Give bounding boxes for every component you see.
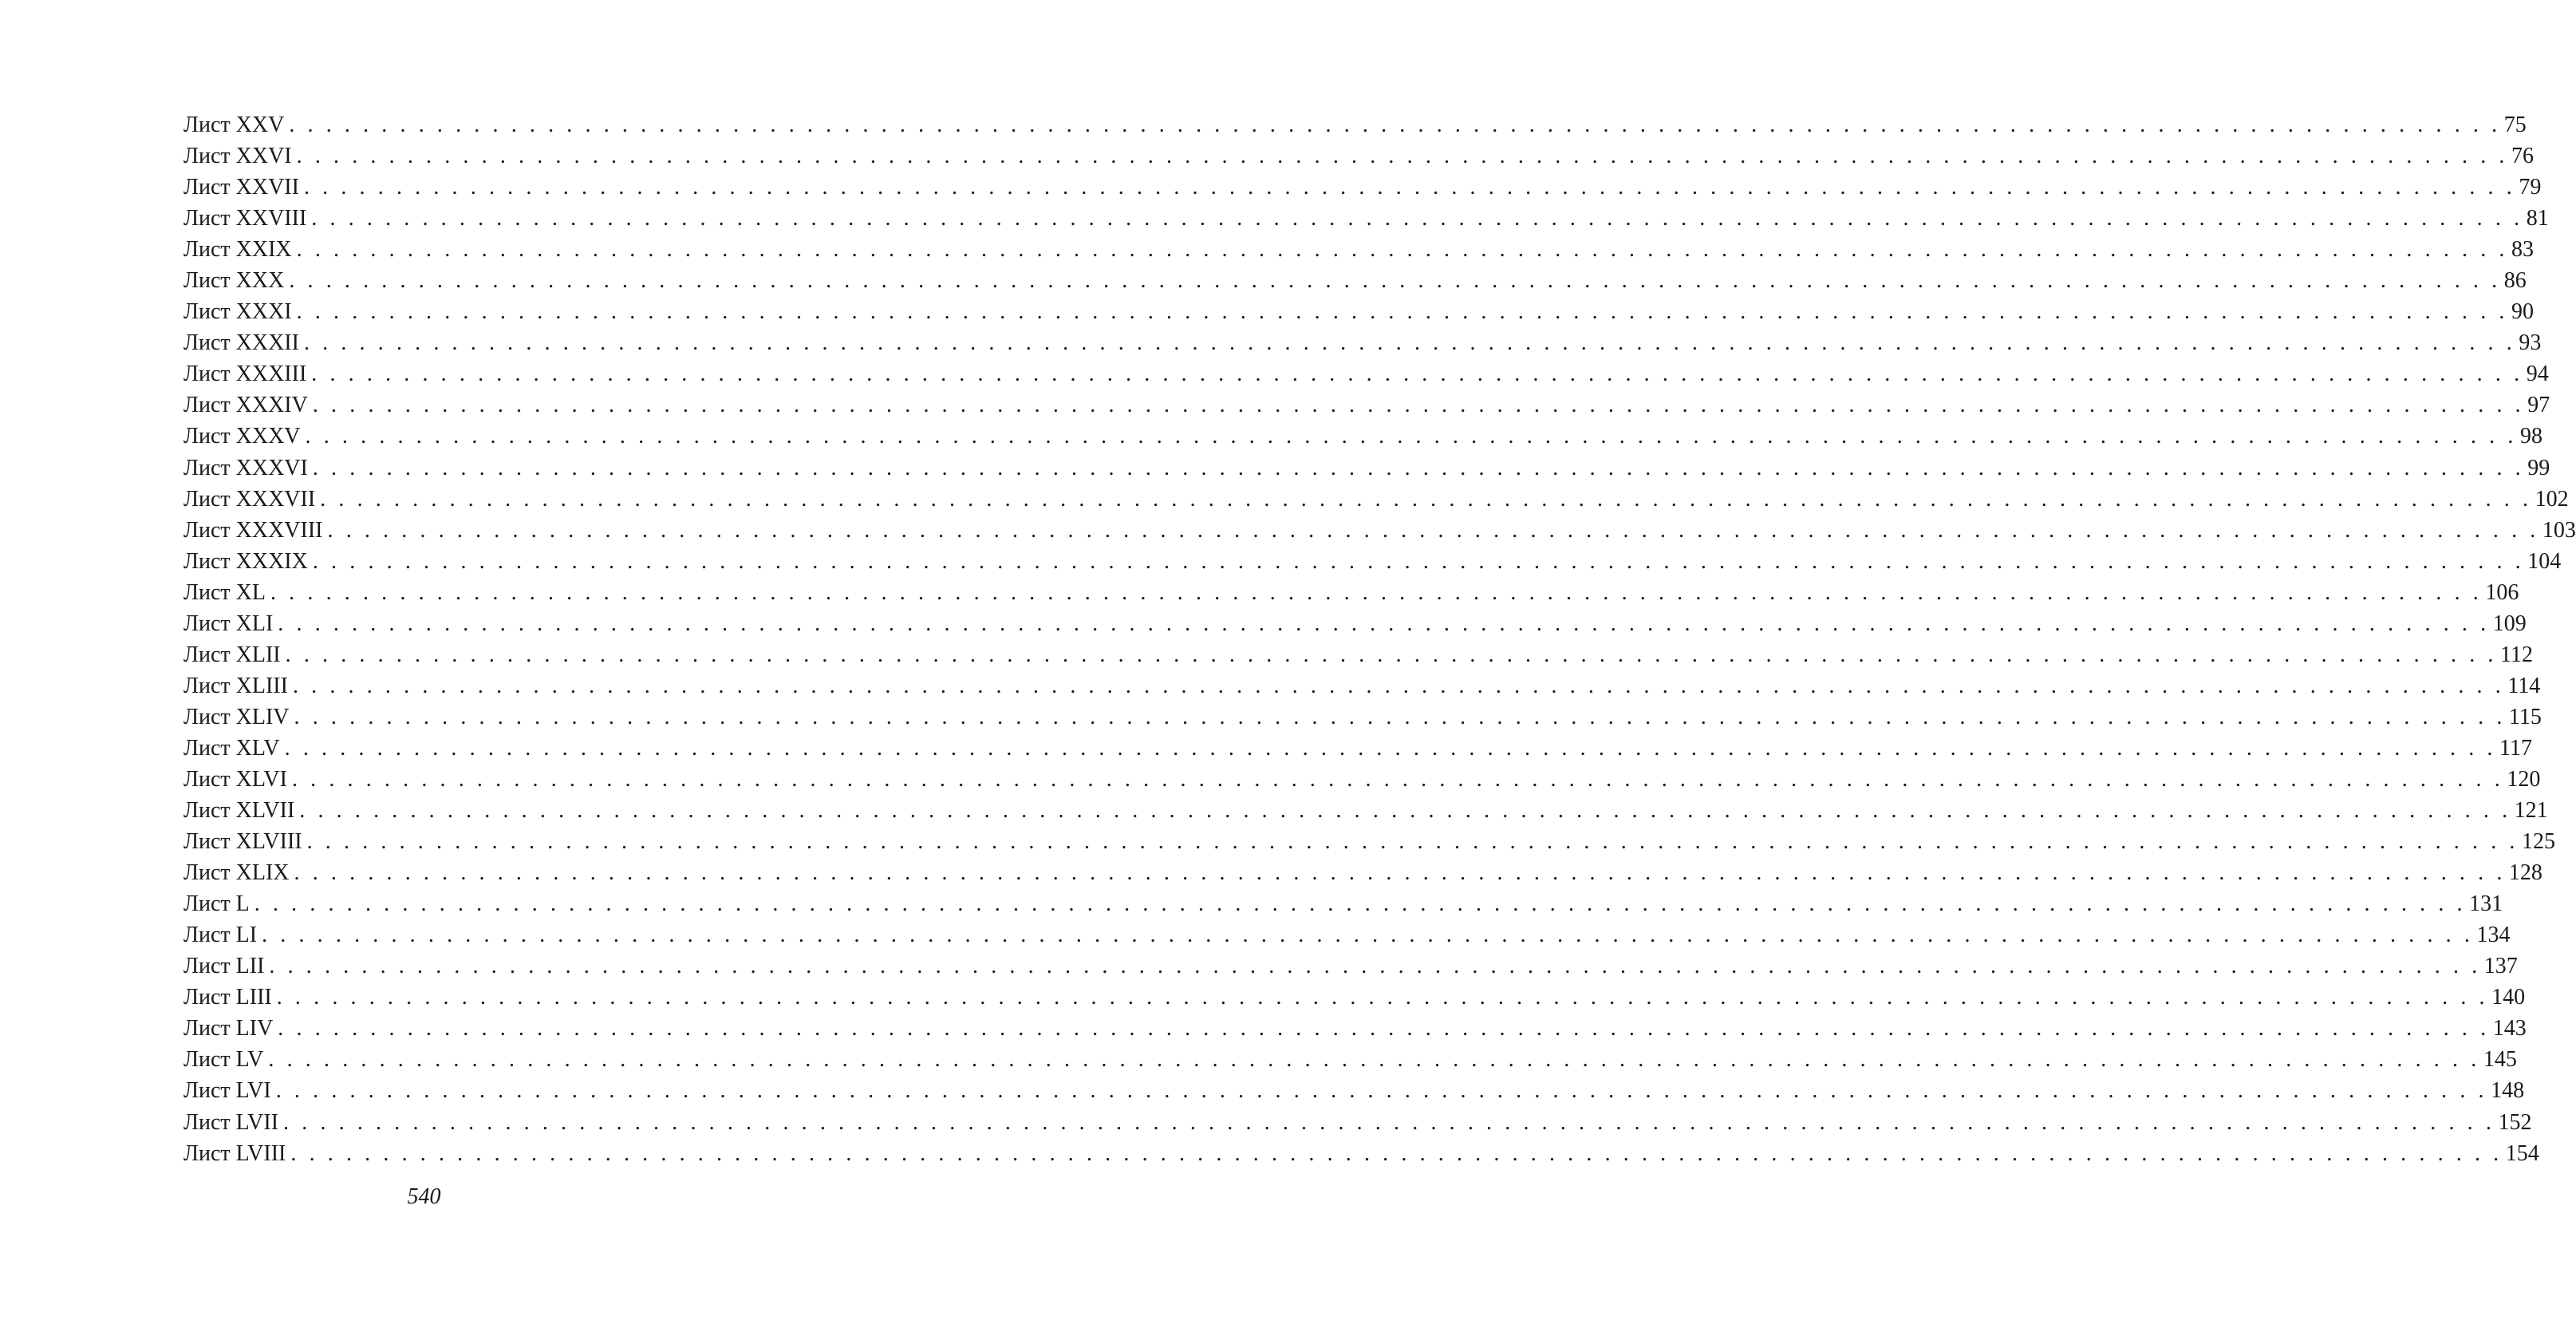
toc-entry <box>183 1075 2525 1106</box>
toc-entry-page: 143 <box>2492 1016 2527 1041</box>
toc-dot-leader: . . . . . . . . . . . . . . . . . . . . . . . . . . . . . . . . . . . . . . . . . . . . . . . . . . . . . . . . . . . . . . . . . . . . . . . . . . . . . . . . . . . . . . . . . . . . . . . . . . . . . . . . . . . . . . . . . . . . . . . . <box>269 954 2481 979</box>
toc-entry <box>183 919 2511 950</box>
toc-dot-leader: . . . . . . . . . . . . . . . . . . . . . . . . . . . . . . . . . . . . . . . . . . . . . . . . . . . . . . . . . . . . . . . . . . . . . . . . . . . . . . . . . . . . . . . . . . . . . . . . . . . . . . . . . . . . . . . . . . . . . . . . <box>311 362 2523 387</box>
toc-entry-page: 97 <box>2527 393 2550 418</box>
toc-dot-leader: . . . . . . . . . . . . . . . . . . . . . . . . . . . . . . . . . . . . . . . . . . . . . . . . . . . . . . . . . . . . . . . . . . . . . . . . . . . . . . . . . . . . . . . . . . . . . . . . . . . . . . . . . . . . . . . . . . . . . . . . <box>285 642 2498 667</box>
toc-entry <box>183 203 2549 234</box>
toc-dot-leader: . . . . . . . . . . . . . . . . . . . . . . . . . . . . . . . . . . . . . . . . . . . . . . . . . . . . . . . . . . . . . . . . . . . . . . . . . . . . . . . . . . . . . . . . . . . . . . . . . . . . . . . . . . . . . . . . . . . . . . . . <box>254 891 2467 917</box>
toc-entry-page: 103 <box>2542 517 2576 543</box>
toc-entry <box>183 639 2533 670</box>
toc-entry-page: 102 <box>2535 486 2569 512</box>
toc-entry-title: Лист XLIV <box>183 704 290 729</box>
toc-entry-page: 140 <box>2491 985 2526 1010</box>
toc-entry-title: Лист XLVIII <box>183 829 302 855</box>
toc-dot-leader: . . . . . . . . . . . . . . . . . . . . . . . . . . . . . . . . . . . . . . . . . . . . . . . . . . . . . . . . . . . . . . . . . . . . . . . . . . . . . . . . . . . . . . . . . . . . . . . . . . . . . . . . . . . . . . . . . . . . . . . . <box>305 424 2517 449</box>
toc-entry-title: Лист XXXIX <box>183 548 308 574</box>
toc-entry <box>183 950 2518 982</box>
toc-dot-leader: . . . . . . . . . . . . . . . . . . . . . . . . . . . . . . . . . . . . . . . . . . . . . . . . . . . . . . . . . . . . . . . . . . . . . . . . . . . . . . . . . . . . . . . . . . . . . . . . . . . . . . . . . . . . . . . . . . . . . . . . <box>303 330 2516 356</box>
table-of-contents <box>183 109 2576 1169</box>
toc-entry-page: 83 <box>2511 237 2535 263</box>
toc-dot-leader: . . . . . . . . . . . . . . . . . . . . . . . . . . . . . . . . . . . . . . . . . . . . . . . . . . . . . . . . . . . . . . . . . . . . . . . . . . . . . . . . . . . . . . . . . . . . . . . . . . . . . . . . . . . . . . . . . . . . . . . . <box>289 113 2501 137</box>
toc-entry-title: Лист XLVII <box>183 798 295 824</box>
toc-entry-page: 94 <box>2526 362 2549 387</box>
toc-dot-leader: . . . . . . . . . . . . . . . . . . . . . . . . . . . . . . . . . . . . . . . . . . . . . . . . . . . . . . . . . . . . . . . . . . . . . . . . . . . . . . . . . . . . . . . . . . . . . . . . . . . . . . . . . . . . . . . . . . . . . . . . <box>278 611 2490 636</box>
toc-entry-page: 131 <box>2469 891 2503 917</box>
toc-entry-title: Лист LVIII <box>183 1140 286 1166</box>
toc-dot-leader: . . . . . . . . . . . . . . . . . . . . . . . . . . . . . . . . . . . . . . . . . . . . . . . . . . . . . . . . . . . . . . . . . . . . . . . . . . . . . . . . . . . . . . . . . . . . . . . . . . . . . . . . . . . . . . . . . . . . . . . . <box>299 798 2511 824</box>
toc-entry-title: Лист XXVII <box>183 175 299 200</box>
toc-dot-leader: . . . . . . . . . . . . . . . . . . . . . . . . . . . . . . . . . . . . . . . . . . . . . . . . . . . . . . . . . . . . . . . . . . . . . . . . . . . . . . . . . . . . . . . . . . . . . . . . . . . . . . . . . . . . . . . . . . . . . . . . <box>294 860 2506 886</box>
toc-entry-page: 79 <box>2519 175 2542 200</box>
toc-dot-leader: . . . . . . . . . . . . . . . . . . . . . . . . . . . . . . . . . . . . . . . . . . . . . . . . . . . . . . . . . . . . . . . . . . . . . . . . . . . . . . . . . . . . . . . . . . . . . . . . . . . . . . . . . . . . . . . . . . . . . . . . <box>312 455 2525 480</box>
toc-entry-page: 81 <box>2526 206 2549 231</box>
toc-entry <box>183 795 2548 826</box>
toc-entry-page: 115 <box>2508 704 2542 729</box>
toc-entry <box>183 608 2527 639</box>
toc-dot-leader: . . . . . . . . . . . . . . . . . . . . . . . . . . . . . . . . . . . . . . . . . . . . . . . . . . . . . . . . . . . . . . . . . . . . . . . . . . . . . . . . . . . . . . . . . . . . . . . . . . . . . . . . . . . . . . . . . . . . . . . . <box>284 735 2497 761</box>
toc-entry-title: Лист XLV <box>183 735 280 761</box>
toc-entry-title: Лист LI <box>183 923 258 948</box>
toc-dot-leader: . . . . . . . . . . . . . . . . . . . . . . . . . . . . . . . . . . . . . . . . . . . . . . . . . . . . . . . . . . . . . . . . . . . . . . . . . . . . . . . . . . . . . . . . . . . . . . . . . . . . . . . . . . . . . . . . . . . . . . . . <box>290 1140 2503 1166</box>
toc-dot-leader: . . . . . . . . . . . . . . . . . . . . . . . . . . . . . . . . . . . . . . . . . . . . . . . . . . . . . . . . . . . . . . . . . . . . . . . . . . . . . . . . . . . . . . . . . . . . . . . . . . . . . . . . . . . . . . . . . . . . . . . . <box>289 268 2501 294</box>
toc-entry <box>183 670 2541 701</box>
toc-entry-title: Лист XLVI <box>183 766 287 792</box>
toc-entry-title: Лист XXXVII <box>183 486 316 512</box>
toc-dot-leader: . . . . . . . . . . . . . . . . . . . . . . . . . . . . . . . . . . . . . . . . . . . . . . . . . . . . . . . . . . . . . . . . . . . . . . . . . . . . . . . . . . . . . . . . . . . . . . . . . . . . . . . . . . . . . . . . . . . . . . . . <box>312 393 2525 418</box>
toc-entry-title: Лист LIII <box>183 985 272 1010</box>
toc-entry-page: 154 <box>2505 1140 2539 1166</box>
toc-dot-leader: . . . . . . . . . . . . . . . . . . . . . . . . . . . . . . . . . . . . . . . . . . . . . . . . . . . . . . . . . . . . . . . . . . . . . . . . . . . . . . . . . . . . . . . . . . . . . . . . . . . . . . . . . . . . . . . . . . . . . . . . <box>296 237 2509 263</box>
toc-entry-page: 117 <box>2499 735 2532 761</box>
toc-entry <box>183 327 2542 358</box>
toc-entry <box>183 826 2555 857</box>
toc-entry-title: Лист XXX <box>183 268 285 294</box>
toc-dot-leader: . . . . . . . . . . . . . . . . . . . . . . . . . . . . . . . . . . . . . . . . . . . . . . . . . . . . . . . . . . . . . . . . . . . . . . . . . . . . . . . . . . . . . . . . . . . . . . . . . . . . . . . . . . . . . . . . . . . . . . . . <box>312 548 2525 574</box>
toc-entry <box>183 515 2576 546</box>
toc-entry <box>183 172 2542 203</box>
toc-entry <box>183 234 2535 265</box>
toc-entry-title: Лист LV <box>183 1047 264 1073</box>
toc-entry <box>183 140 2535 172</box>
toc-entry <box>183 982 2526 1013</box>
toc-dot-leader: . . . . . . . . . . . . . . . . . . . . . . . . . . . . . . . . . . . . . . . . . . . . . . . . . . . . . . . . . . . . . . . . . . . . . . . . . . . . . . . . . . . . . . . . . . . . . . . . . . . . . . . . . . . . . . . . . . . . . . . . <box>262 923 2474 948</box>
toc-entry-title: Лист LVII <box>183 1109 279 1135</box>
toc-entry-page: 90 <box>2511 299 2535 325</box>
toc-entry-page: 128 <box>2508 860 2542 886</box>
toc-entry-page: 137 <box>2483 954 2518 979</box>
toc-entry-page: 120 <box>2507 766 2541 792</box>
toc-entry-page: 86 <box>2503 268 2527 294</box>
toc-dot-leader: . . . . . . . . . . . . . . . . . . . . . . . . . . . . . . . . . . . . . . . . . . . . . . . . . . . . . . . . . . . . . . . . . . . . . . . . . . . . . . . . . . . . . . . . . . . . . . . . . . . . . . . . . . . . . . . . . . . . . . . . <box>327 517 2539 543</box>
toc-entry-page: 109 <box>2492 611 2527 636</box>
toc-dot-leader: . . . . . . . . . . . . . . . . . . . . . . . . . . . . . . . . . . . . . . . . . . . . . . . . . . . . . . . . . . . . . . . . . . . . . . . . . . . . . . . . . . . . . . . . . . . . . . . . . . . . . . . . . . . . . . . . . . . . . . . . <box>275 1078 2488 1104</box>
toc-entry-title: Лист LIV <box>183 1016 274 1041</box>
toc-entry <box>183 109 2527 140</box>
toc-dot-leader: . . . . . . . . . . . . . . . . . . . . . . . . . . . . . . . . . . . . . . . . . . . . . . . . . . . . . . . . . . . . . . . . . . . . . . . . . . . . . . . . . . . . . . . . . . . . . . . . . . . . . . . . . . . . . . . . . . . . . . . . <box>294 704 2506 729</box>
toc-entry <box>183 389 2550 421</box>
toc-dot-leader: . . . . . . . . . . . . . . . . . . . . . . . . . . . . . . . . . . . . . . . . . . . . . . . . . . . . . . . . . . . . . . . . . . . . . . . . . . . . . . . . . . . . . . . . . . . . . . . . . . . . . . . . . . . . . . . . . . . . . . . . <box>268 1047 2480 1073</box>
toc-entry-page: 75 <box>2503 113 2527 137</box>
toc-entry <box>183 265 2527 296</box>
toc-dot-leader: . . . . . . . . . . . . . . . . . . . . . . . . . . . . . . . . . . . . . . . . . . . . . . . . . . . . . . . . . . . . . . . . . . . . . . . . . . . . . . . . . . . . . . . . . . . . . . . . . . . . . . . . . . . . . . . . . . . . . . . . <box>320 486 2532 512</box>
toc-entry <box>183 1044 2517 1075</box>
toc-entry <box>183 733 2532 764</box>
toc-entry <box>183 453 2550 484</box>
toc-entry-title: Лист XXXV <box>183 424 301 449</box>
toc-entry-page: 125 <box>2522 829 2555 855</box>
toc-entry-title: Лист XXVI <box>183 144 292 169</box>
toc-entry-title: Лист XXXVI <box>183 455 308 480</box>
toc-entry <box>183 577 2519 608</box>
toc-entry-title: Лист XLII <box>183 642 281 667</box>
toc-entry <box>183 358 2549 389</box>
toc-dot-leader: . . . . . . . . . . . . . . . . . . . . . . . . . . . . . . . . . . . . . . . . . . . . . . . . . . . . . . . . . . . . . . . . . . . . . . . . . . . . . . . . . . . . . . . . . . . . . . . . . . . . . . . . . . . . . . . . . . . . . . . . <box>270 579 2483 605</box>
toc-entry <box>183 1107 2532 1138</box>
toc-entry <box>183 1138 2539 1169</box>
toc-entry-title: Лист XXXI <box>183 299 292 325</box>
toc-dot-leader: . . . . . . . . . . . . . . . . . . . . . . . . . . . . . . . . . . . . . . . . . . . . . . . . . . . . . . . . . . . . . . . . . . . . . . . . . . . . . . . . . . . . . . . . . . . . . . . . . . . . . . . . . . . . . . . . . . . . . . . . <box>292 673 2505 698</box>
toc-entry-title: Лист XXV <box>183 113 285 137</box>
toc-entry-title: Лист LVI <box>183 1078 271 1104</box>
toc-entry-title: Лист XLI <box>183 611 274 636</box>
toc-dot-leader: . . . . . . . . . . . . . . . . . . . . . . . . . . . . . . . . . . . . . . . . . . . . . . . . . . . . . . . . . . . . . . . . . . . . . . . . . . . . . . . . . . . . . . . . . . . . . . . . . . . . . . . . . . . . . . . . . . . . . . . . <box>296 299 2509 325</box>
toc-dot-leader: . . . . . . . . . . . . . . . . . . . . . . . . . . . . . . . . . . . . . . . . . . . . . . . . . . . . . . . . . . . . . . . . . . . . . . . . . . . . . . . . . . . . . . . . . . . . . . . . . . . . . . . . . . . . . . . . . . . . . . . . <box>296 144 2509 169</box>
toc-entry <box>183 421 2542 452</box>
toc-entry <box>183 701 2542 733</box>
toc-dot-leader: . . . . . . . . . . . . . . . . . . . . . . . . . . . . . . . . . . . . . . . . . . . . . . . . . . . . . . . . . . . . . . . . . . . . . . . . . . . . . . . . . . . . . . . . . . . . . . . . . . . . . . . . . . . . . . . . . . . . . . . . <box>291 766 2504 792</box>
toc-entry-title: Лист XXXII <box>183 330 299 356</box>
toc-entry-page: 76 <box>2511 144 2535 169</box>
toc-entry-title: Лист XL <box>183 579 266 605</box>
toc-entry-page: 121 <box>2514 798 2548 824</box>
toc-entry-title: Лист XXVIII <box>183 206 307 231</box>
toc-entry-page: 93 <box>2519 330 2542 356</box>
toc-entry-page: 114 <box>2507 673 2541 698</box>
toc-entry-page: 145 <box>2483 1047 2517 1073</box>
toc-entry-page: 98 <box>2519 424 2542 449</box>
toc-dot-leader: . . . . . . . . . . . . . . . . . . . . . . . . . . . . . . . . . . . . . . . . . . . . . . . . . . . . . . . . . . . . . . . . . . . . . . . . . . . . . . . . . . . . . . . . . . . . . . . . . . . . . . . . . . . . . . . . . . . . . . . . <box>306 829 2519 855</box>
toc-entry-title: Лист XLIX <box>183 860 290 886</box>
toc-entry-title: Лист XLIII <box>183 673 288 698</box>
toc-entry <box>183 1013 2527 1044</box>
toc-entry-title: Лист XXXVIII <box>183 517 323 543</box>
toc-entry <box>183 296 2535 327</box>
toc-entry <box>183 764 2541 795</box>
toc-entry-page: 134 <box>2476 923 2511 948</box>
toc-entry-title: Лист XXIX <box>183 237 292 263</box>
toc-entry-title: Лист XXXIV <box>183 393 308 418</box>
toc-dot-leader: . . . . . . . . . . . . . . . . . . . . . . . . . . . . . . . . . . . . . . . . . . . . . . . . . . . . . . . . . . . . . . . . . . . . . . . . . . . . . . . . . . . . . . . . . . . . . . . . . . . . . . . . . . . . . . . . . . . . . . . . <box>303 175 2516 200</box>
toc-entry <box>183 546 2562 577</box>
toc-entry-page: 112 <box>2500 642 2533 667</box>
toc-entry-page: 104 <box>2527 548 2562 574</box>
toc-dot-leader: . . . . . . . . . . . . . . . . . . . . . . . . . . . . . . . . . . . . . . . . . . . . . . . . . . . . . . . . . . . . . . . . . . . . . . . . . . . . . . . . . . . . . . . . . . . . . . . . . . . . . . . . . . . . . . . . . . . . . . . . <box>311 206 2523 231</box>
toc-entry-title: Лист L <box>183 891 250 917</box>
toc-dot-leader: . . . . . . . . . . . . . . . . . . . . . . . . . . . . . . . . . . . . . . . . . . . . . . . . . . . . . . . . . . . . . . . . . . . . . . . . . . . . . . . . . . . . . . . . . . . . . . . . . . . . . . . . . . . . . . . . . . . . . . . . <box>278 1016 2490 1041</box>
toc-entry <box>183 484 2569 515</box>
toc-entry-page: 99 <box>2527 455 2550 480</box>
toc-entry <box>183 888 2503 919</box>
toc-entry-page: 148 <box>2491 1078 2525 1104</box>
toc-entry <box>183 857 2542 888</box>
toc-entry-page: 152 <box>2498 1109 2532 1135</box>
page-number: 540 <box>407 1184 441 1209</box>
toc-entry-page: 106 <box>2485 579 2519 605</box>
toc-dot-leader: . . . . . . . . . . . . . . . . . . . . . . . . . . . . . . . . . . . . . . . . . . . . . . . . . . . . . . . . . . . . . . . . . . . . . . . . . . . . . . . . . . . . . . . . . . . . . . . . . . . . . . . . . . . . . . . . . . . . . . . . <box>276 985 2489 1010</box>
toc-entry-title: Лист XXXIII <box>183 362 307 387</box>
toc-entry-title: Лист LII <box>183 954 265 979</box>
toc-dot-leader: . . . . . . . . . . . . . . . . . . . . . . . . . . . . . . . . . . . . . . . . . . . . . . . . . . . . . . . . . . . . . . . . . . . . . . . . . . . . . . . . . . . . . . . . . . . . . . . . . . . . . . . . . . . . . . . . . . . . . . . . <box>283 1109 2495 1135</box>
